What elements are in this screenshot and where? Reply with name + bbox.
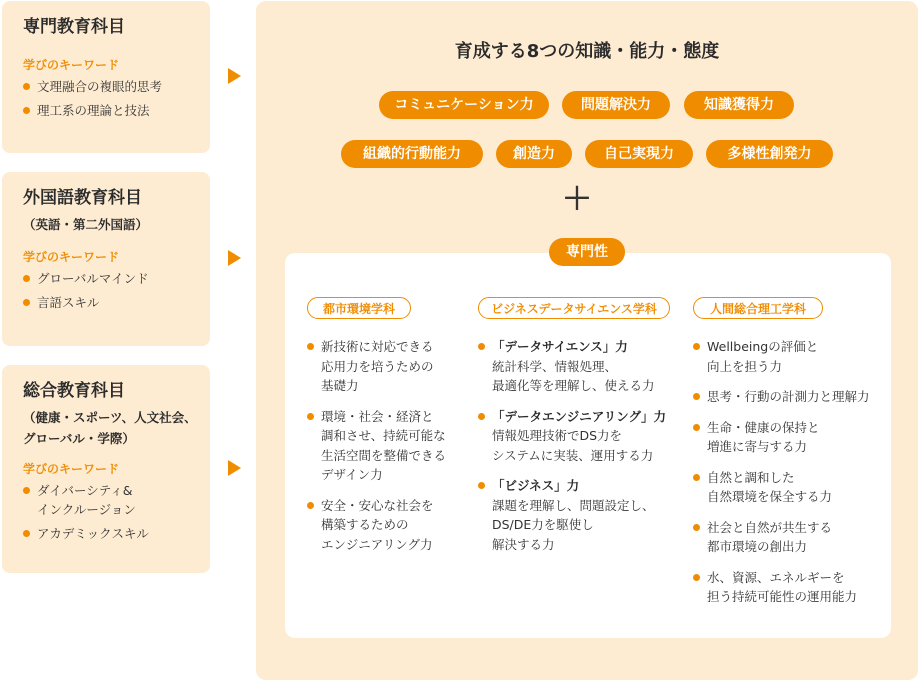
bullet-icon [23,487,30,494]
panel-title: 育成する8つの知識・能力・態度 [454,41,720,62]
department-item: Wellbeingの評価と 向上を担う力 [693,337,889,376]
keyword-item: 理工系の理論と技法 [23,101,210,120]
bullet-icon [693,524,700,531]
ability-pill: 組織的行動能力 [341,140,483,168]
department-item: 新技術に対応できる 応用力を培うための 基礎力 [307,337,467,396]
department-column [478,297,678,565]
bullet-icon [478,482,485,489]
arrow-right-icon [228,68,241,84]
ability-pill: 多様性創発力 [706,140,833,168]
course-box-general [2,365,210,573]
abilities-panel [256,1,918,680]
department-label: 都市環境学科 [307,297,411,319]
department-item: 「ビジネス」力 課題を理解し、問題設定し、 DS/DE力を駆使し 解決する力 [478,476,678,554]
department-item: 生命・健康の保持と 増進に寄与する力 [693,418,889,457]
department-item: 「データエンジニアリング」力 情報処理技術でDS力を システムに実装、運用する力 [478,407,678,466]
department-column [307,297,467,565]
department-item: 環境・社会・経済と 調和させ、持続可能な 生活空間を整備できる デザイン力 [307,407,467,485]
bullet-icon [478,413,485,420]
department-item: 「データサイエンス」力 統計科学、情報処理、 最適化等を理解し、使える力 [478,337,678,396]
course-title: 外国語教育科目 [23,188,142,208]
plus-icon: ＋ [562,182,592,217]
ability-pill: 問題解決力 [562,91,670,119]
bullet-icon [307,343,314,350]
keyword-item: ダイバーシティ& インクルージョン [23,481,210,519]
keyword-item: 文理融合の複眼的思考 [23,77,210,96]
department-item: 安全・安心な社会を 構築するための エンジニアリング力 [307,496,467,555]
bullet-icon [478,343,485,350]
course-title: 専門教育科目 [23,17,125,37]
ability-pill: 知識獲得力 [684,91,794,119]
specialty-pill: 専門性 [549,238,625,266]
bullet-icon [23,83,30,90]
bullet-icon [23,530,30,537]
ability-pill: 自己実現力 [585,140,693,168]
course-subtitle: （健康・スポーツ、人文社会、 グローバル・学際） [23,410,197,446]
bullet-icon [693,393,700,400]
keyword-item: アカデミックスキル [23,524,210,543]
bullet-icon [23,299,30,306]
course-box-foreign-language [2,172,210,346]
keyword-label: 学びのキーワード [23,250,120,264]
bullet-icon [693,343,700,350]
specialty-box [285,253,891,638]
keyword-item: 言語スキル [23,293,210,312]
course-subtitle: （英語・第二外国語） [23,217,149,232]
course-title: 総合教育科目 [23,381,125,401]
bullet-icon [693,574,700,581]
bullet-icon [23,107,30,114]
keyword-item: グローバルマインド [23,269,210,288]
department-item: 水、資源、エネルギーを 担う持続可能性の運用能力 [693,568,889,607]
ability-pill: コミュニケーション力 [379,91,549,119]
bullet-icon [23,275,30,282]
bullet-icon [693,424,700,431]
department-item: 自然と調和した 自然環境を保全する力 [693,468,889,507]
department-column [693,297,889,618]
course-box-specialized [2,1,210,153]
bullet-icon [307,413,314,420]
department-label: ビジネスデータサイエンス学科 [478,297,670,319]
bullet-icon [693,474,700,481]
keyword-label: 学びのキーワード [23,58,120,72]
arrow-right-icon [228,460,241,476]
department-item: 思考・行動の計測力と理解力 [693,387,889,407]
department-item: 社会と自然が共生する 都市環境の創出力 [693,518,889,557]
ability-pill: 創造力 [496,140,572,168]
keyword-label: 学びのキーワード [23,462,120,476]
arrow-right-icon [228,250,241,266]
department-label: 人間総合理工学科 [693,297,823,319]
bullet-icon [307,502,314,509]
